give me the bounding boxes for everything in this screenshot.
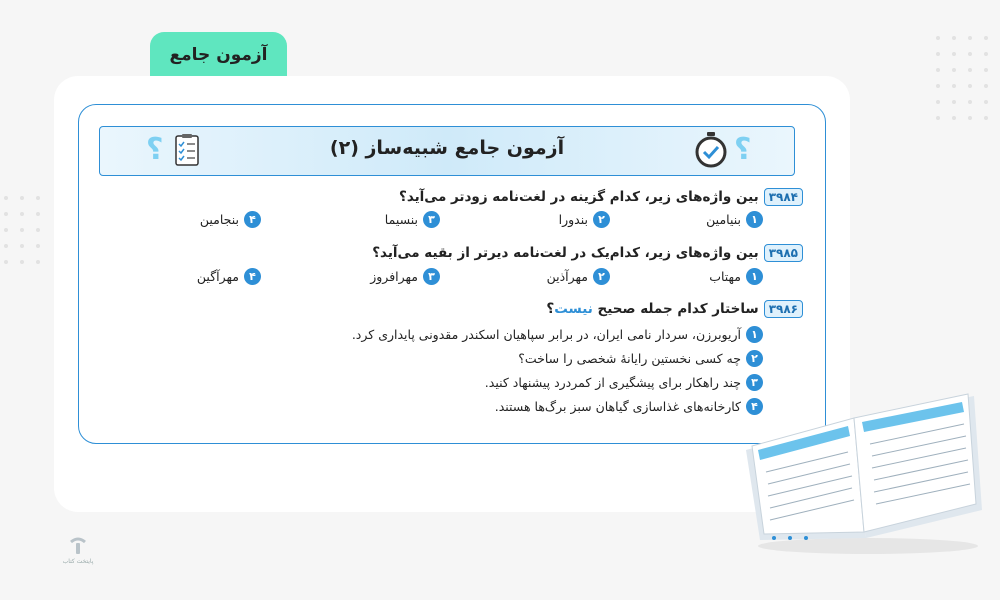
option-4[interactable] [200,211,261,228]
option-text: مهرافروز [370,269,418,284]
option-text: چه کسی نخستین رایانهٔ شخصی را ساخت؟ [518,351,741,366]
option-number: ۱ [746,211,763,228]
option-number: ۱ [746,326,763,343]
option-text: بنسیما [384,212,418,227]
option-text: بنجامین [199,212,239,227]
option-2[interactable] [518,350,763,367]
exam-banner [99,126,795,176]
option-number: ۲ [593,268,610,285]
option-number: ۲ [593,211,610,228]
option-number: ۳ [423,211,440,228]
option-text: آریوبرزن، سردار نامی ایران، در برابر سپاهیان اسکندر مقدونی پایداری کرد. [351,327,741,342]
question-mark-icon-right: ؟ [734,132,752,167]
question-text: بین واژه‌های زیر، کدام گزینه در لغت‌نامه زودتر می‌آید؟ [398,189,759,205]
option-4[interactable] [495,398,763,415]
option-text: کارخانه‌های غذاسازی گیاهان سبز برگ‌ها هستند. [494,399,741,414]
section-tab: آزمون جامع [150,32,287,78]
stopwatch-icon [694,131,728,169]
question-3985 [372,244,803,262]
option-1[interactable] [706,211,763,228]
open-book-illustration [738,388,988,558]
question-mark: ؟ [546,301,555,317]
question-mark-icon: ؟ [146,132,164,167]
question-number: ۳۹۸۵ [764,244,803,262]
option-3[interactable] [370,268,440,285]
question-text: ساختار کدام جمله صحیح [597,301,759,317]
publisher-logo-icon [67,536,89,556]
option-3[interactable] [385,211,440,228]
publisher-name: پایتخت کتاب [62,558,94,565]
question-number: ۳۹۸۶ [764,300,803,318]
option-number: ۴ [244,268,261,285]
option-2[interactable] [559,211,610,228]
option-number: ۴ [244,211,261,228]
publisher-logo [58,536,98,565]
question-negation: نیست [554,301,593,317]
option-text: مهرآگین [196,269,239,284]
option-number: ۱ [746,268,763,285]
option-3[interactable] [485,374,763,391]
option-4[interactable] [197,268,261,285]
option-text: مهرآذین [546,269,588,284]
option-number: ۴ [746,398,763,415]
question-3986 [546,300,803,318]
option-number: ۲ [746,350,763,367]
option-1[interactable] [709,268,763,285]
question-3984 [399,188,803,206]
option-number: ۳ [746,374,763,391]
option-2[interactable] [547,268,610,285]
banner-title: آزمون جامع شبیه‌ساز (۲) [329,137,565,159]
question-text: بین واژه‌های زیر، کدام‌یک در لغت‌نامه دیرتر از بقیه می‌آید؟ [372,245,759,261]
option-text: مهتاب [709,269,741,284]
option-text: بندورا [558,212,588,227]
option-1[interactable] [352,326,763,343]
option-number: ۳ [423,268,440,285]
option-text: چند راهکار برای پیشگیری از کمردرد پیشنهاد کنید. [484,375,741,390]
question-number: ۳۹۸۴ [764,188,803,206]
option-text: بنیامین [706,212,741,227]
